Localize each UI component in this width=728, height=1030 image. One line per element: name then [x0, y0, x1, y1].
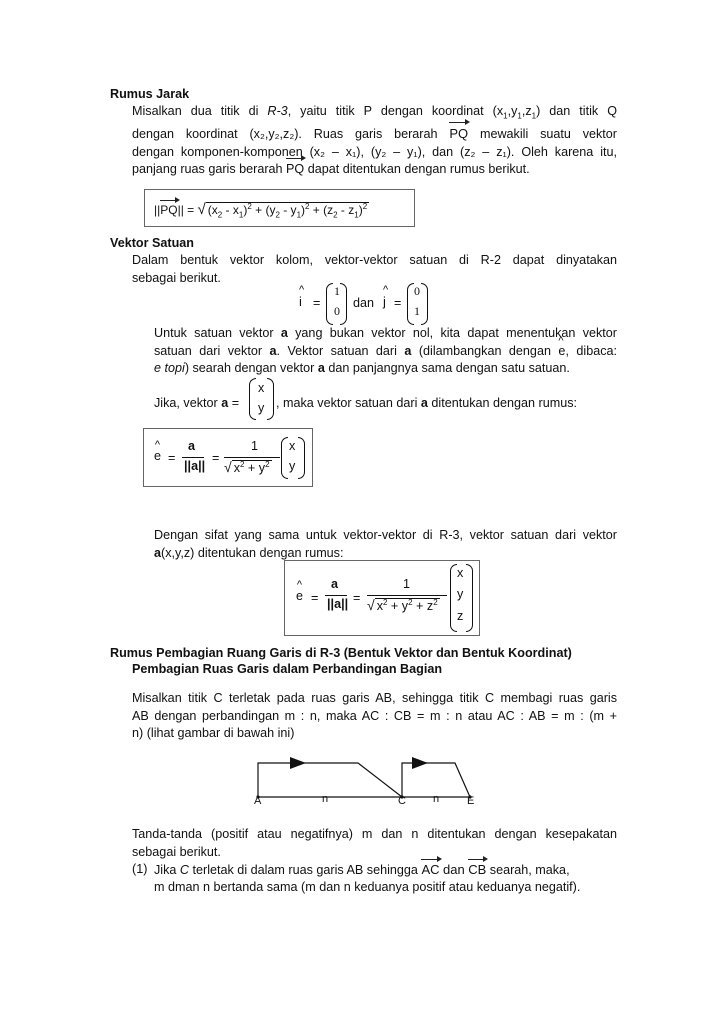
rumus-jarak-paragraph: Misalkan dua titik di R-3, yaitu titik P dengan koordinat $(x_1,y_1,z_1)$ dan titik Q dengan koordinat (x₂,y₂,z₂). Ruas garis berarah PQ mewakili suatu vektor dengan komponen-komponen (x₂ – x₁), (y₂ – y₁), dan (z₂ – z₁). Oleh karena itu, panjang ruas garis berarah PQ dapat ditentukan dengan rumus berikut.	[132, 103, 617, 179]
unit-vector-formula-r2: ^ e = a ||a|| = 1 √ $x^2 + y^2$ x y	[143, 428, 313, 487]
vector-pq-2: PQ	[286, 161, 304, 179]
jika-line: Jika, vektor a =	[154, 396, 240, 410]
vec-a-x: x	[258, 381, 265, 395]
j-paren-right	[421, 283, 428, 325]
item-number: (1)	[132, 862, 148, 876]
heading-pembagian-ruas-garis: Pembagian Ruas Garis dalam Perbandingan Bagian	[132, 662, 443, 676]
tanda-paragraph: Tanda-tanda (positif atau negatifnya) m dan n ditentukan dengan kesepakatan sebagai berikut.	[132, 827, 617, 859]
heading-rumus-jarak: Rumus Jarak	[110, 87, 190, 101]
i-vec-bottom: 0	[334, 304, 340, 318]
e-hat: ^ e	[558, 343, 565, 361]
i-paren-left	[326, 283, 333, 325]
vektor-satuan-intro: Dalam bentuk vektor kolom, vektor-vektor satuan di R-2 dapat dinyatakan sebagai berikut.	[132, 253, 617, 285]
pembagian-paragraph: Misalkan titik C terletak pada ruas garis AB, sehingga titik C membagi ruas garis AB dengan perbandingan m : n, maka AC : CB = m : n atau AC : AB = m : (m + n) (lihat gambar di bawah ini)	[132, 691, 617, 741]
vektor-satuan-paragraph: Untuk satuan vektor a yang bukan vektor nol, kita dapat menentukan vektor satuan dari vektor a. Vektor satuan dari a (dilambangkan dengan ^ e, dibaca: e topi) searah dengan vektor a dan panjangnya sama dengan satu satuan.	[154, 325, 617, 378]
vector-ac: AC	[421, 862, 440, 877]
item-1-line-2: m dman n bertanda sama (m dan n keduanya positif atau keduanya negatif).	[154, 880, 581, 894]
item-1-line-1: Jika C terletak di dalam ruas garis AB sehingga AC dan CB searah, maka,	[154, 862, 570, 877]
r3-paragraph: Dengan sifat yang sama untuk vektor-vektor di R-3, vektor satuan dari vektor a(x,y,z) ditentukan dengan rumus:	[154, 528, 617, 560]
i-equals: =	[313, 296, 321, 310]
j-hat: ^ j	[383, 294, 386, 309]
distance-formula: ||PQ|| = √ $(x_2 - x_1)^2 + (y_2 - y_1)^2 + (z_2 - z_1)^2$	[154, 201, 368, 220]
point-c-label: C	[398, 795, 406, 807]
vec-a-paren-right	[267, 378, 274, 420]
j-vec-bottom: 1	[414, 304, 420, 318]
vector-pq: PQ	[449, 126, 469, 142]
heading-vektor-satuan: Vektor Satuan	[110, 236, 194, 250]
j-vec-top: 0	[414, 284, 420, 298]
j-paren-left	[407, 283, 414, 325]
i-vec-top: 1	[334, 284, 340, 298]
vec-a-y: y	[258, 401, 265, 415]
dan-word: dan	[353, 296, 375, 310]
unit-vector-formula-r3: ^ e = a ||a|| = 1 √ $x^2 + y^2 + z^2$ x y z	[284, 560, 480, 636]
line-division-figure	[250, 750, 480, 810]
vector-cb: CB	[468, 862, 487, 877]
i-hat: ^ i	[299, 294, 302, 309]
vec-a-paren-left	[249, 378, 256, 420]
point-a-label: A	[254, 795, 262, 807]
segment-n-label-2: n	[433, 793, 440, 805]
jika-line-end: , maka vektor satuan dari a ditentukan dengan rumus:	[276, 396, 578, 410]
j-equals: =	[394, 296, 402, 310]
point-b-label: E	[467, 795, 475, 807]
segment-n-label-1: n	[322, 793, 329, 805]
heading-pembagian-ruang-garis: Rumus Pembagian Ruang Garis di R-3 (Bentuk Vektor dan Bentuk Koordinat)	[110, 646, 572, 660]
distance-formula-box	[144, 189, 415, 227]
i-paren-right	[340, 283, 347, 325]
